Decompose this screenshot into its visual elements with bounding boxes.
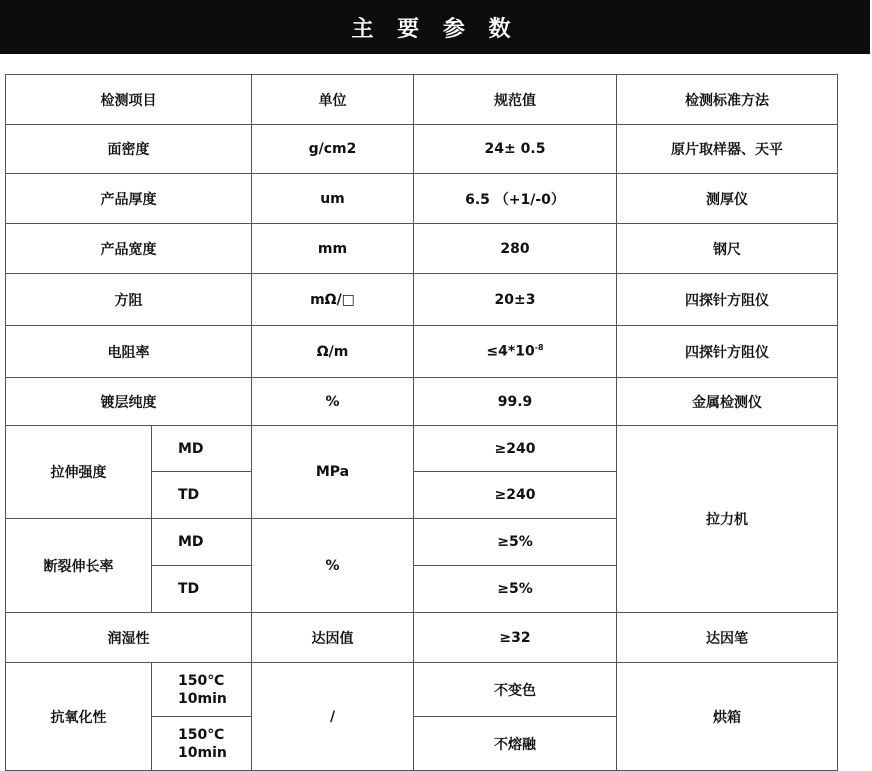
- item-cell: 断裂伸长率: [6, 519, 152, 613]
- header-row: [6, 75, 838, 125]
- title-bar: [0, 0, 870, 54]
- unit-cell: 达因值: [252, 613, 414, 663]
- spec-cell: 20±3: [414, 274, 617, 326]
- spec-cell: ≥32: [414, 613, 617, 663]
- direction-cell: MD: [152, 426, 252, 472]
- page-title: 主 要 参 数: [351, 16, 519, 42]
- unit-cell: g/cm2: [252, 125, 414, 174]
- method-cell: 钢尺: [617, 224, 838, 274]
- item-cell: 面密度: [6, 125, 252, 174]
- item-cell: 产品厚度: [6, 174, 252, 224]
- item-cell: 抗氧化性: [6, 663, 152, 771]
- item-cell: 润湿性: [6, 613, 252, 663]
- table-row: [6, 613, 838, 663]
- unit-cell: Ω/m: [252, 326, 414, 378]
- condition-temp: 150℃: [178, 726, 225, 743]
- direction-cell: MD: [152, 519, 252, 566]
- spec-cell: [414, 326, 617, 378]
- unit-cell: %: [252, 519, 414, 613]
- unit-cell: /: [252, 663, 414, 771]
- direction-cell: TD: [152, 472, 252, 519]
- item-cell: 拉伸强度: [6, 426, 152, 519]
- condition-cell: [152, 717, 252, 771]
- method-cell: 测厚仪: [617, 174, 838, 224]
- method-cell: 四探针方阻仪: [617, 274, 838, 326]
- unit-cell: um: [252, 174, 414, 224]
- item-cell: 电阻率: [6, 326, 252, 378]
- spec-cell: 不变色: [414, 663, 617, 717]
- spec-cell: ≥5%: [414, 519, 617, 566]
- header-spec: 规范值: [414, 75, 617, 125]
- header-item: 检测项目: [6, 75, 252, 125]
- spec-cell: ≥240: [414, 426, 617, 472]
- table-row: [6, 378, 838, 426]
- condition-time: 10min: [178, 744, 227, 761]
- method-cell: 原片取样器、天平: [617, 125, 838, 174]
- condition-time: 10min: [178, 690, 227, 707]
- unit-cell: %: [252, 378, 414, 426]
- spec-cell: 280: [414, 224, 617, 274]
- unit-cell: MPa: [252, 426, 414, 519]
- condition-cell: [152, 663, 252, 717]
- spec-cell: 99.9: [414, 378, 617, 426]
- unit-cell: mΩ/□: [252, 274, 414, 326]
- spec-cell: 不熔融: [414, 717, 617, 771]
- header-method: 检测标准方法: [617, 75, 838, 125]
- method-cell: 金属检测仪: [617, 378, 838, 426]
- method-cell: 拉力机: [617, 426, 838, 613]
- table-row: [6, 224, 838, 274]
- spec-cell: ≥240: [414, 472, 617, 519]
- spec-exponent: -8: [534, 343, 544, 353]
- table-row: [6, 326, 838, 378]
- item-cell: 产品宽度: [6, 224, 252, 274]
- item-cell: 方阻: [6, 274, 252, 326]
- item-cell: 镀层纯度: [6, 378, 252, 426]
- spec-cell: 24± 0.5: [414, 125, 617, 174]
- table-row: [6, 426, 838, 472]
- condition-temp: 150℃: [178, 672, 225, 689]
- spec-cell: ≥5%: [414, 566, 617, 613]
- method-cell: 达因笔: [617, 613, 838, 663]
- spec-base: ≤4*10: [486, 343, 535, 360]
- spec-cell: 6.5 （+1/-0）: [414, 174, 617, 224]
- table-row: [6, 274, 838, 326]
- method-cell: 四探针方阻仪: [617, 326, 838, 378]
- direction-cell: TD: [152, 566, 252, 613]
- parameters-table: [5, 74, 838, 771]
- unit-cell: mm: [252, 224, 414, 274]
- table-row: [6, 663, 838, 717]
- method-cell: 烘箱: [617, 663, 838, 771]
- header-unit: 单位: [252, 75, 414, 125]
- table-row: [6, 125, 838, 174]
- table-row: [6, 174, 838, 224]
